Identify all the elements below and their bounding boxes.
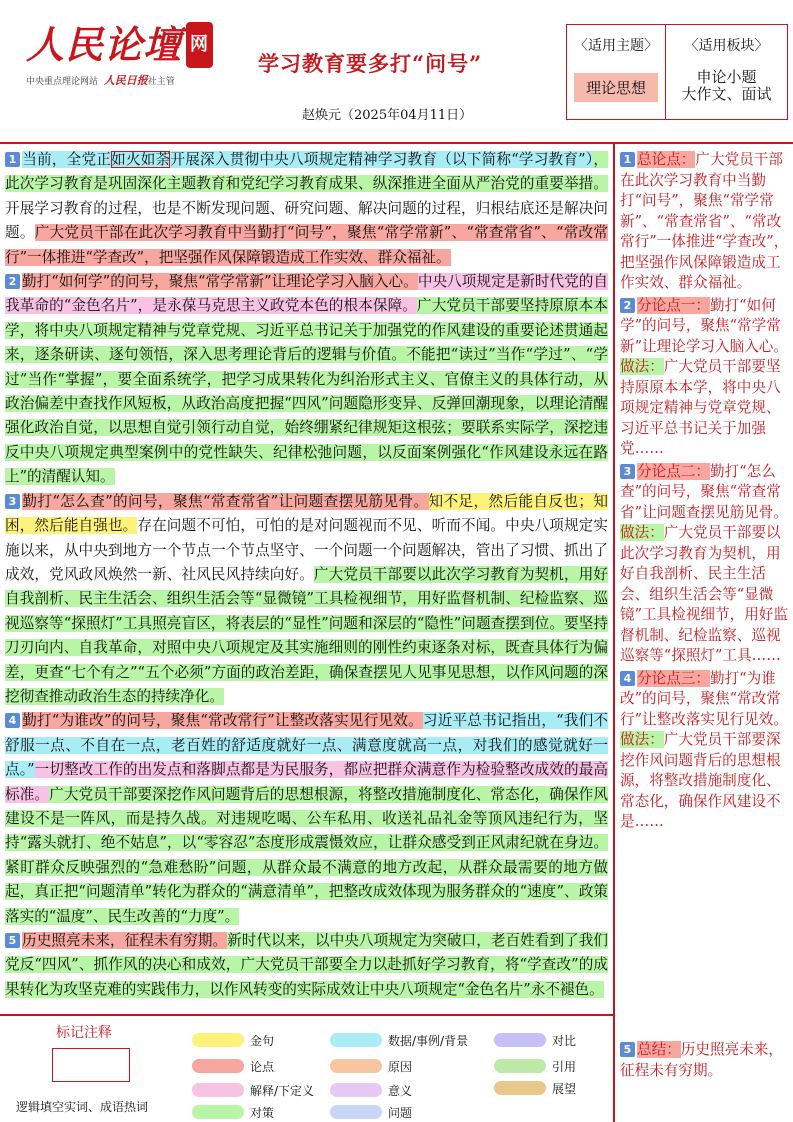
legend-swatch <box>330 1033 382 1047</box>
column-divider <box>613 142 615 1122</box>
legend-swatch <box>192 1059 244 1073</box>
paragraph-number: 5 <box>5 933 20 948</box>
paragraph-number: 3 <box>5 494 20 509</box>
legend-item-contrast <box>494 1032 576 1049</box>
legend-label: 问题 <box>388 1106 413 1120</box>
text-segment: 勤打“怎么查”的问号，聚焦“常查常省”让问题查摆见筋见骨。 <box>22 492 429 510</box>
legend-label: 论点 <box>250 1060 275 1074</box>
sidebar-number: 3 <box>620 464 635 479</box>
topic-tag: 理论思想 <box>574 73 658 102</box>
logo-sub-3: 社主管 <box>147 77 175 87</box>
text-segment: 中央八项规定是新时代党的自我革命的“金色名片”，是永葆马克思主义政党本色的根本保障。 <box>5 273 608 315</box>
legend-label: 解释/下定义 <box>250 1084 315 1098</box>
legend-swatch <box>330 1105 382 1119</box>
sidebar-text: 广大党员干部在此次学习教育中当勤打“问号”，聚焦“常学常新”、“常查常省”、“常改常行”一体推进“学查改”，把坚强作风保障锻造成工作实效、群众福祉。 <box>620 151 789 291</box>
legend-label: 意义 <box>388 1084 413 1098</box>
text-segment: 不能把“读过”当作“学过”、“学过”当作“掌握”，要全面系统学，把学习成果转化为纠治形式主义、官僚主义的具体行动，从政治偏差中查找作风短板，从政治高度把握“四风”问题隐形变异、反弹回潮现象，以理论清醒强化政治自觉，以思想自觉引领行动自觉，始终绷紧纪律规矩这根弦；要联系实际学，深挖违反中央八项规定典型案例中的党性缺失、纪律松弛问题，以反面案例强化“作风建设永远在路上”的清醒认知。 <box>5 346 608 486</box>
legend-swatch <box>494 1059 546 1073</box>
topic-box <box>566 24 666 120</box>
legend-item-meaning <box>330 1082 412 1099</box>
sidebar-label: 分论点一： <box>637 296 710 314</box>
text-segment: 开展学习教育的过程，也是不断发现问题、研究问题、解决问题的过程，归根结底还是解决问题。 <box>5 199 608 242</box>
legend-item-problem <box>330 1104 412 1121</box>
text-segment: 开展深入贯彻中央八项规定精神学习教育（以下简称“学习教育”） <box>170 151 594 168</box>
paragraph-4 <box>5 709 608 929</box>
text-segment: 紧盯群众反映强烈的“急难愁盼”问题，从群众最不满意的地方改起，从群众最需要的地方做起，真正把“问题清单”转化为群众的“满意清单”，把整改成效体现为服务群众的“速度”、政策落实的“温度”、民生改善的“力度”。 <box>5 858 608 925</box>
paragraph-1 <box>5 148 608 270</box>
legend-label: 对比 <box>552 1034 577 1048</box>
sidebar-conclusion <box>620 1040 790 1081</box>
text-segment: 广大党员干部要深挖作风问题背后的思想根源，将整改措施制度化、常态化，确保作风建设不是一阵风，而是持久战。对违规吃喝、公车私用、收送礼品礼金等顶风违纪行为，坚持“露头就打、绝不姑息”，以“零容忍”态度形成震慑效应，让群众感受到正风肃纪就在身边。 <box>5 785 608 852</box>
legend-swatch <box>192 1105 244 1119</box>
sidebar-text: 勤打“为谁改”的问号，聚焦“常改常行”让整改落实见行见效。 <box>620 669 788 728</box>
text-segment: 广大党员干部要坚持原原本本学，将中央八项规定精神与党章党规、习近平总书记关于加强党的作风建设的重要论述贯通起来，逐条研读、逐句领悟，深入思考理论背后的逻辑与价值。 <box>5 297 608 364</box>
paragraph-number: 2 <box>5 274 20 289</box>
text-segment: 历史照亮未来，征程未有穷期。 <box>22 932 228 949</box>
legend-item-quote <box>494 1058 576 1075</box>
logo-sub-1: 中央重点理论网站 <box>26 77 99 87</box>
legend-label: 数据/事例/背景 <box>388 1034 469 1048</box>
sidebar-method-3 <box>620 730 790 833</box>
sidebar-label: 做法： <box>620 731 664 748</box>
legend-label: 展望 <box>552 1082 577 1096</box>
sidebar-text: 广大党员干部要深挖作风问题背后的思想根源，将整改措施制度化、常态化，确保作风建设不是…… <box>620 731 781 830</box>
sidebar-label: 分论点三： <box>637 669 710 687</box>
paragraph-number: 1 <box>5 152 20 167</box>
text-segment: 知不足，然后能自反也；知困，然后能自强也。 <box>5 492 608 535</box>
text-segment: 一切整改工作的出发点和落脚点都是为民服务，都应把群众满意作为检验整改成效的最高标准。 <box>5 761 608 803</box>
article-body <box>5 148 608 1002</box>
analysis-sidebar <box>620 150 790 1079</box>
legend-label: 引用 <box>552 1060 577 1074</box>
logo-sub-2: 人民日报 <box>103 74 148 87</box>
text-segment: 广大党员干部在此次学习教育中当勤打“问号”，聚焦“常学常新”、“常查常省”、“常改常行”一体推进“学查改”，把坚强作风保障锻造成工作实效、群众福祉。 <box>5 224 608 266</box>
sidebar-text: 广大党员干部要以此次学习教育为契机，用好自我剖析、民主生活会、组织生活会等“显微镜”工具检视细节，用好监督机制、纪检监察、巡视巡察等“探照灯”工具…… <box>620 524 788 664</box>
legend-divider <box>0 1014 613 1016</box>
legend-swatch <box>330 1083 382 1097</box>
legend-item-data <box>330 1032 468 1049</box>
legend-label: 原因 <box>388 1060 413 1074</box>
sidebar-label: 分论点二： <box>637 462 710 480</box>
article-title: 学习教育要多打“问号” <box>258 51 483 76</box>
sidebar-thesis <box>620 150 790 294</box>
legend-swatch <box>330 1059 382 1073</box>
legend-swatch <box>494 1033 546 1047</box>
legend-label: 金句 <box>250 1034 275 1048</box>
paragraph-5 <box>5 929 608 1002</box>
paragraph-2 <box>5 270 608 490</box>
sidebar-point-3 <box>620 669 790 731</box>
sidebar-number: 2 <box>620 298 635 313</box>
legend-swatch <box>192 1083 244 1097</box>
legend-title: 标记注释 <box>56 1025 112 1041</box>
legend-swatch <box>494 1081 546 1095</box>
text-segment: 习近平总书记指出，“我们不舒服一点、不自在一点，老百姓的舒适度就好一点、满意度就高一点，对我们的感觉就好一点。” <box>5 712 608 779</box>
legend-item-definition <box>192 1082 314 1099</box>
section-heading: 〈适用板块〉 <box>684 38 769 54</box>
sidebar-label: 做法： <box>620 524 664 541</box>
logo-subtitle <box>26 72 236 88</box>
section-line-2: 大作文、面试 <box>681 85 772 103</box>
text-segment: 新时代以来，以中央八项规定为突破口，老百姓看到了我们党反“四风”、抓作风的决心和成效，广大党员干部要全力以赴抓好学习教育，将“学查改”的成果转化为攻坚克难的实践伟力，以作风转变的实际成效让中央八项规定“金色名片”永不褪色。 <box>5 932 608 998</box>
text-segment: 存在问题不可怕，可怕的是对问题视而不见、听而不闻。中央八项规定实施以来，从中央到地方一个节点一个节点坚守、一个问题一个问题解决，管出了习惯、抓出了成效，党风政风焕然一新、社风民风持续向好。 <box>5 517 608 583</box>
sidebar-number: 4 <box>620 671 635 686</box>
page-header <box>0 0 793 142</box>
paragraph-number: 4 <box>5 713 20 728</box>
header-divider <box>0 142 793 144</box>
section-line-1: 申论小题 <box>696 68 757 86</box>
legend-label: 对策 <box>250 1106 275 1120</box>
paragraph-3 <box>5 490 608 710</box>
topic-heading: 〈适用主题〉 <box>574 38 658 54</box>
site-logo <box>26 22 236 88</box>
sidebar-text: 历史照亮未来，征程未有穷期。 <box>620 1041 783 1079</box>
section-box <box>666 24 788 120</box>
legend-item-gold <box>192 1032 274 1049</box>
legend-swatch <box>192 1033 244 1047</box>
sidebar-label: 总论点： <box>637 151 696 168</box>
legend-item-argument <box>192 1058 274 1075</box>
sidebar-label: 总结： <box>637 1041 681 1058</box>
keyword-box: 如火如荼 <box>111 151 171 168</box>
legend-note: 逻辑填空实词、成语热词 <box>16 1100 149 1114</box>
legend-keyword-box <box>52 1048 130 1082</box>
legend-item-outlook <box>494 1080 576 1097</box>
sidebar-label: 做法： <box>620 358 664 375</box>
article-author: 赵焕元（2025年04月11日） <box>302 108 473 123</box>
text-segment: ，此次学习教育是巩固深化主题教育和党纪学习教育成果、纵深推进全面从严治党的重要举措。 <box>5 151 608 193</box>
sidebar-text: 勤打“如何学”的问号，聚焦“常学常新”让理论学习入脑入心。 <box>620 296 788 355</box>
text-segment: 勤打“如何学”的问号，聚焦“常学常新”让理论学习入脑入心。 <box>22 273 418 291</box>
text-segment: 要坚持刀刃向内、自我革命，对照中央八项规定及其实施细则的刚性约束逐条对标，既查具体行为偏差，更查“七个有之”“五个必须”方面的政治差距，确保查摆见人见事见思想，以作风问题的深挖彻查推动政治生态的持续净化。 <box>5 614 608 705</box>
sidebar-method-1 <box>620 357 790 460</box>
text-segment: 广大党员干部要以此次学习教育为契机，用好自我剖析、民主生活会、组织生活会等“显微镜”工具检视细节，用好监督机制、纪检监察、巡视巡察等“探照灯”工具照亮盲区，将表层的“显性”问题和深层的“隐性”问题查摆到位。 <box>5 565 608 632</box>
sidebar-point-2 <box>620 462 790 524</box>
text-segment: 当前，全党正 <box>22 151 112 168</box>
text-segment: 勤打“为谁改”的问号，聚焦“常改常行”让整改落实见行见效。 <box>22 712 423 730</box>
sidebar-text: 勤打“怎么查”的问号，聚焦“常查常省”让问题查摆见筋见骨。 <box>620 462 788 521</box>
sidebar-point-1 <box>620 296 790 358</box>
sidebar-number: 5 <box>620 1042 635 1057</box>
logo-badge: 网 <box>186 22 213 68</box>
legend-item-reason <box>330 1058 412 1075</box>
legend <box>0 1018 612 1122</box>
legend-item-measures <box>192 1104 274 1121</box>
sidebar-text: 广大党员干部要坚持原原本本学，将中央八项规定精神与党章党规、习近平总书记关于加强党…… <box>620 358 781 457</box>
section-body <box>666 69 787 103</box>
sidebar-number: 1 <box>620 152 635 167</box>
sidebar-method-2 <box>620 523 790 667</box>
logo-text: 人民论壇 <box>26 22 183 67</box>
